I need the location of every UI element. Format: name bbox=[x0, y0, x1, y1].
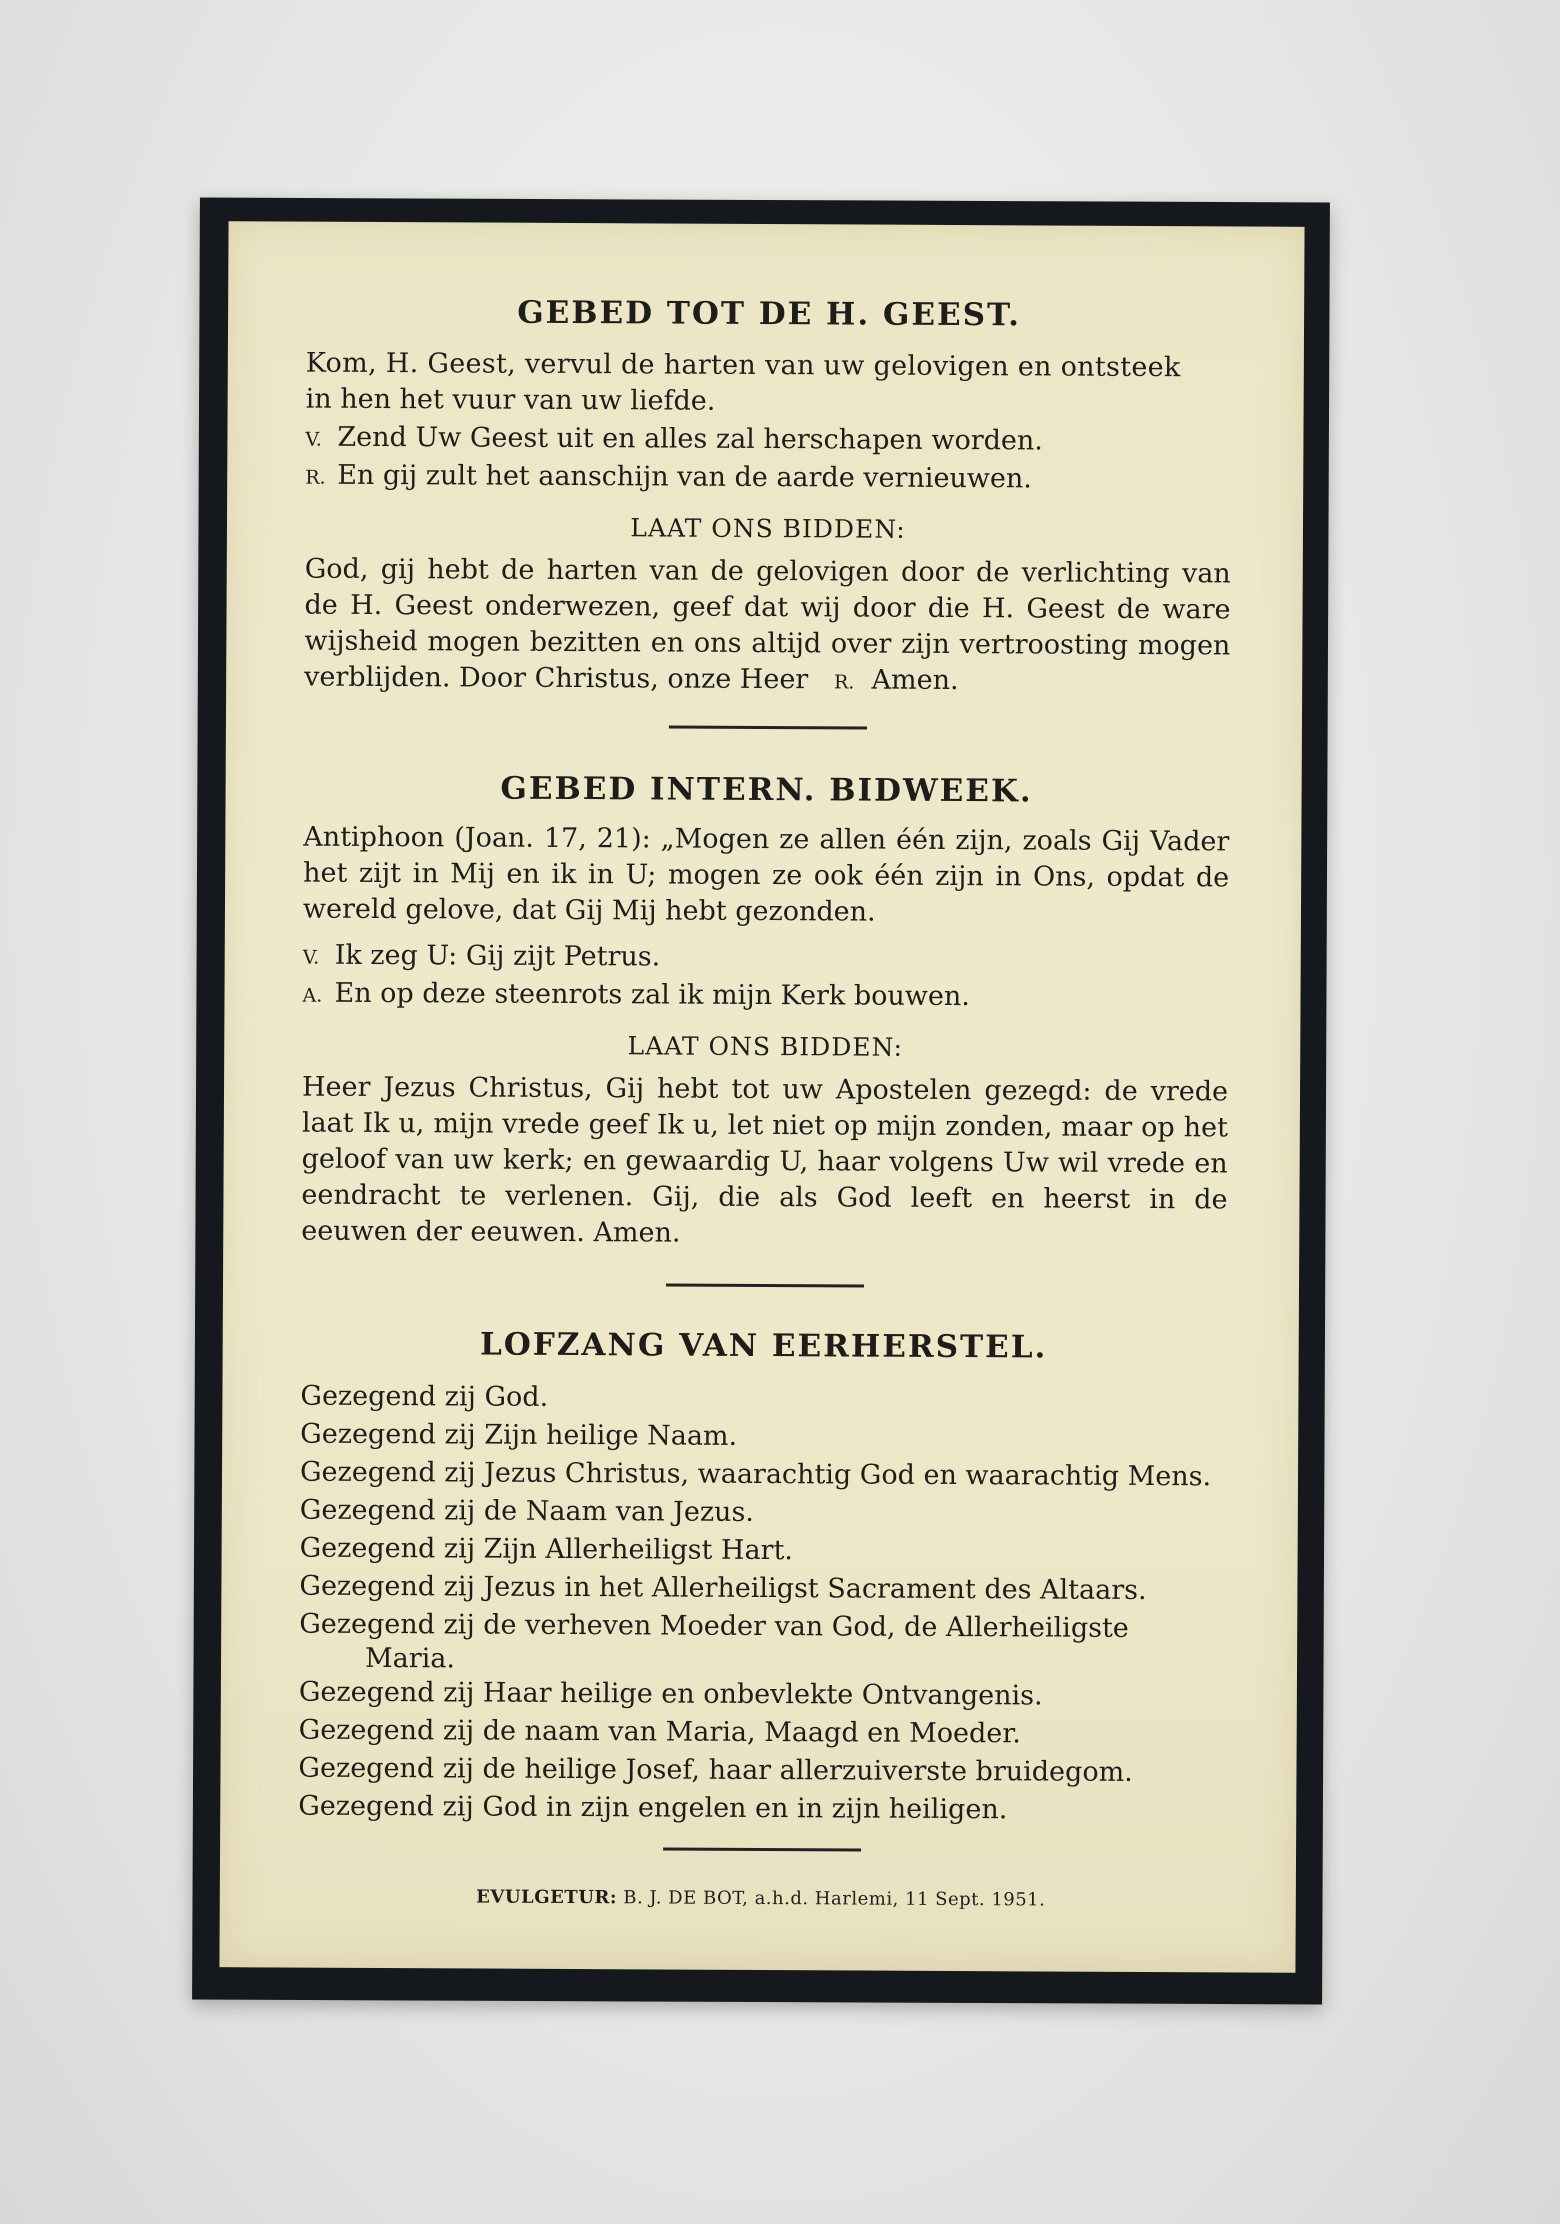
section1-intro-line1: Kom, H. Geest, vervul de harten van uw gelovigen en ontsteek bbox=[305, 347, 1181, 384]
section2-subtitle: LAAT ONS BIDDEN: bbox=[627, 1031, 904, 1062]
divider-rule bbox=[666, 1284, 864, 1288]
prayer-card bbox=[219, 221, 1304, 1973]
section1-versicle bbox=[305, 420, 1231, 463]
versicle-marker: V. bbox=[305, 428, 322, 451]
section1-title: GEBED TOT DE H. GEEST. bbox=[517, 294, 1022, 334]
section2-prayer: Heer Jezus Christus, Gij hebt tot uw Apostelen gezegd: de vrede laat Ik u, mijn vrede geef Ik u, let niet op mijn zonden, maar op het geloof van uw kerk; en gewaardig U, haar volgens Uw wil vrede en eendracht te verlenen. Gij, die als God leeft en heerst in de eeuwen der eeuwen. Amen. bbox=[301, 1071, 1229, 1249]
versicle-text: Zend Uw Geest uit en alles zal herschapen worden. bbox=[337, 421, 1043, 457]
answer-marker: A. bbox=[302, 984, 323, 1007]
list-item: Gezegend zij de naam van Maria, Maagd en Moeder. bbox=[298, 1714, 1021, 1750]
litany-list bbox=[298, 1378, 1226, 1831]
divider-rule bbox=[663, 1847, 861, 1851]
list-item: Gezegend zij Jezus Christus, waarachtig God en waarachtig Mens. bbox=[299, 1456, 1212, 1493]
section1-response bbox=[305, 458, 1231, 501]
section2-antiphon: Antiphoon (Joan. 17, 21): „Mogen ze allen één zijn, zoals Gij Vader het zijt in Mij en ik in U; mogen ze ook één zijn in Ons, opdat de wereld gelove, dat Gij Mij hebt gezonden. bbox=[302, 821, 1230, 928]
list-item: Gezegend zij Haar heilige en onbevlekte Ontvangenis. bbox=[298, 1676, 1043, 1712]
section3-title: LOFZANG VAN EERHERSTEL. bbox=[479, 1326, 1048, 1366]
list-item: Gezegend zij Zijn heilige Naam. bbox=[300, 1418, 738, 1452]
prayer-amen: Amen. bbox=[871, 664, 959, 697]
section1-prayer-text: God, gij hebt de harten van de gelovigen door de verlichting van de H. Geest onderwezen, geef dat wij door die H. Geest de ware wijsheid mogen bezitten en ons altijd over zijn vertroosting mogen verblijden. Door Christus, onze Heer bbox=[304, 553, 1231, 696]
answer-text: En op deze steenrots zal ik mijn Kerk bouwen. bbox=[334, 977, 970, 1013]
section1-prayer bbox=[304, 552, 1231, 703]
section1-subtitle: LAAT ONS BIDDEN: bbox=[630, 513, 906, 544]
list-item-continuation: Maria. bbox=[364, 1642, 456, 1675]
section2-title: GEBED INTERN. BIDWEEK. bbox=[500, 770, 1033, 810]
list-item: Gezegend zij Zijn Allerheiligst Hart. bbox=[299, 1532, 794, 1567]
list-item: Gezegend zij God in zijn engelen en in zijn heiligen. bbox=[298, 1790, 1008, 1826]
section2-answer bbox=[302, 976, 1228, 1019]
response-text: En gij zult het aanschijn van de aarde vernieuwen. bbox=[337, 459, 1032, 495]
versicle-text: Ik zeg U: Gij zijt Petrus. bbox=[334, 939, 661, 973]
list-item: Gezegend zij de heilige Josef, haar allerzuiverste bruidegom. bbox=[298, 1752, 1133, 1788]
response-marker: R. bbox=[305, 466, 326, 489]
section2-versicle bbox=[303, 938, 1229, 981]
versicle-marker: V. bbox=[302, 946, 320, 969]
list-item: Gezegend zij Jezus in het Allerheiligst Sacrament des Altaars. bbox=[299, 1570, 1147, 1607]
imprimatur-text: B. J. DE BOT, a.h.d. Harlemi, 11 Sept. 1951. bbox=[623, 1887, 1046, 1911]
section1-intro-line2: in hen het vuur van uw liefde. bbox=[305, 383, 716, 417]
list-item: Gezegend zij de Naam van Jezus. bbox=[299, 1494, 755, 1528]
divider-rule bbox=[669, 726, 867, 730]
list-item: Gezegend zij God. bbox=[300, 1380, 549, 1413]
imprimatur-label: EVULGETUR: bbox=[476, 1886, 618, 1909]
imprimatur bbox=[298, 1886, 1224, 1912]
prayer-response-marker: R. bbox=[833, 671, 855, 694]
list-item: Gezegend zij de verheven Moeder van God, de Allerheiligste bbox=[299, 1608, 1129, 1644]
